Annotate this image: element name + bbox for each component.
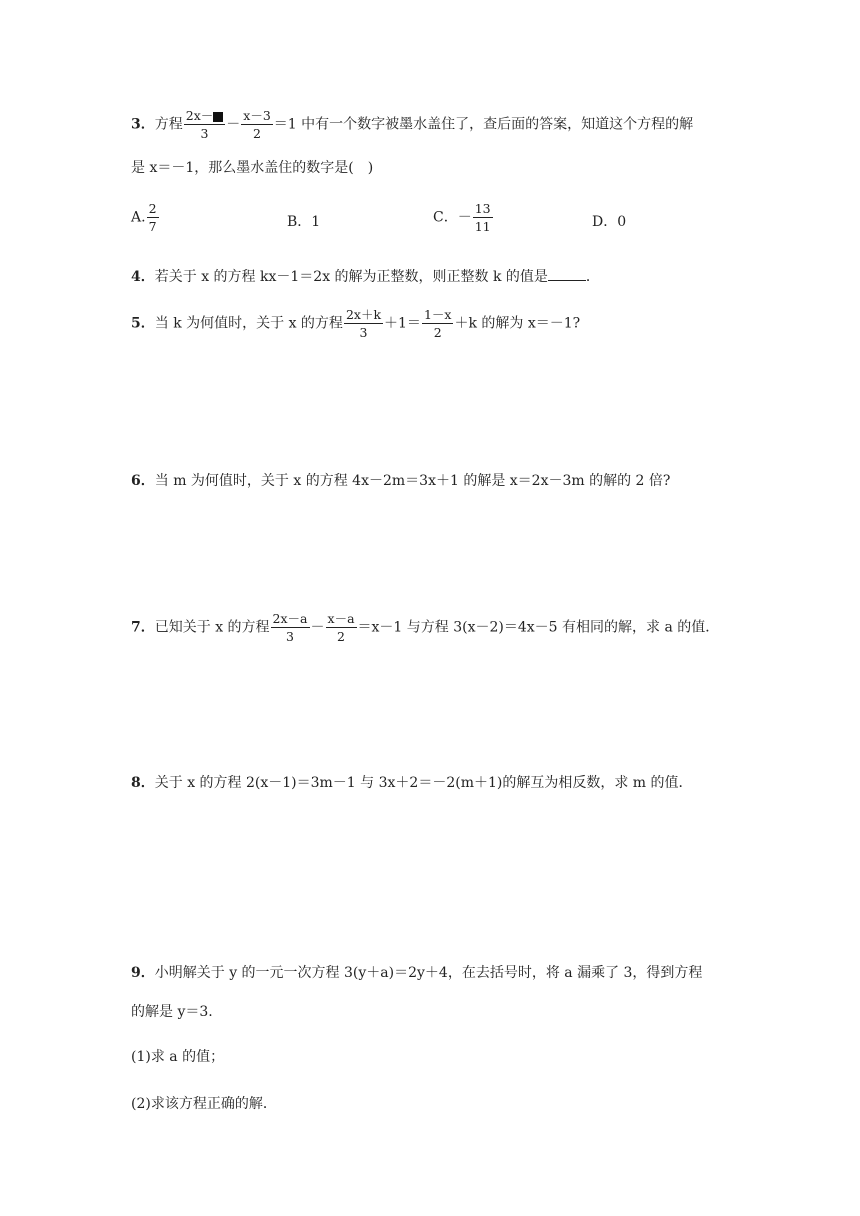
sub-question-text: (2)求该方程正确的解． (131, 1096, 277, 1112)
question-text: 当 k 为何值时，关于 x 的方程 (154, 315, 343, 332)
fraction (422, 306, 454, 341)
option-d (592, 211, 626, 231)
option-label: C．－ (433, 209, 472, 226)
ink-blot (213, 112, 223, 122)
fraction (241, 107, 273, 142)
fraction-denominator: 3 (286, 629, 294, 644)
sub-question-text: (1)求 a 的值； (131, 1049, 225, 1065)
question-number: 3． (131, 116, 155, 133)
question-8 (131, 772, 693, 792)
fraction (184, 107, 226, 142)
answer-blank (548, 268, 586, 281)
option-text: B．1 (287, 214, 321, 230)
fraction-numerator: 13 (474, 201, 491, 216)
option-b (287, 211, 320, 231)
fraction-numerator: 2 (148, 201, 157, 216)
question-number: 6． (131, 473, 155, 489)
fraction-denominator: 3 (359, 325, 368, 340)
fraction-denominator: 3 (200, 126, 209, 141)
question-9-part-2 (131, 1093, 277, 1113)
fraction (271, 610, 310, 645)
question-7 (131, 610, 719, 645)
fraction-numerator: x－3 (243, 108, 271, 123)
question-text: 方程 (154, 116, 183, 133)
operator: ＋1＝ (384, 315, 421, 332)
fraction-numerator: 2x＋k (345, 307, 382, 322)
question-number: 5． (131, 315, 155, 332)
question-text: 是 x＝－1，那么墨水盖住的数字是( ) (131, 160, 374, 176)
question-text: ＝1 中有一个数字被墨水盖住了，查后面的答案，知道这个方程的解 (273, 116, 694, 133)
question-number: 4． (131, 269, 155, 285)
question-text: 已知关于 x 的方程 (154, 619, 270, 636)
fraction-numerator: 2x－ (185, 108, 214, 123)
fraction-numerator: 1－x (423, 307, 452, 322)
question-number: 9． (131, 965, 155, 981)
question-5 (131, 306, 580, 341)
question-text: 当 m 为何值时，关于 x 的方程 4x－2m＝3x＋1 的解是 x＝2x－3m 的解的 2 倍? (154, 473, 671, 489)
fraction-numerator: 2x－a (272, 611, 308, 626)
operator: － (310, 619, 325, 636)
fraction (344, 306, 383, 341)
fraction-denominator: 11 (474, 219, 491, 234)
fraction-denominator: 2 (337, 629, 345, 644)
question-text: ＋k 的解为 x＝－1? (454, 315, 581, 332)
question-4 (131, 266, 600, 286)
question-9-line2 (131, 1001, 213, 1021)
question-3-line2 (131, 157, 373, 177)
punctuation: ． (585, 269, 600, 285)
option-text: D．0 (592, 214, 627, 230)
option-label: A. (131, 209, 146, 226)
question-text: 的解是 y＝3. (131, 1004, 213, 1020)
question-number: 7． (131, 619, 155, 636)
question-text: 小明解关于 y 的一元一次方程 3(y＋a)＝2y＋4，在去括号时，将 a 漏乘了 3，得到方程 (154, 965, 703, 981)
fraction-numerator: x－a (327, 611, 355, 626)
fraction (326, 610, 357, 645)
option-a (131, 200, 160, 235)
question-text: 关于 x 的方程 2(x－1)＝3m－1 与 3x＋2＝－2(m＋1)的解互为相反数，求 m 的值． (154, 775, 693, 791)
question-9-line1 (131, 962, 702, 982)
fraction-denominator: 7 (148, 219, 157, 234)
question-number: 8． (131, 775, 155, 791)
fraction (473, 200, 493, 235)
option-c (433, 200, 494, 235)
question-3-line1 (131, 107, 693, 142)
fraction (147, 200, 159, 235)
fraction-denominator: 2 (253, 126, 261, 141)
question-text: ＝x－1 与方程 3(x－2)＝4x－5 有相同的解，求 a 的值． (357, 619, 720, 636)
question-9-part-1 (131, 1046, 224, 1066)
question-6 (131, 470, 670, 490)
fraction-denominator: 2 (433, 325, 442, 340)
operator: － (226, 116, 241, 133)
question-text: 若关于 x 的方程 kx－1＝2x 的解为正整数，则正整数 k 的值是 (154, 269, 548, 285)
